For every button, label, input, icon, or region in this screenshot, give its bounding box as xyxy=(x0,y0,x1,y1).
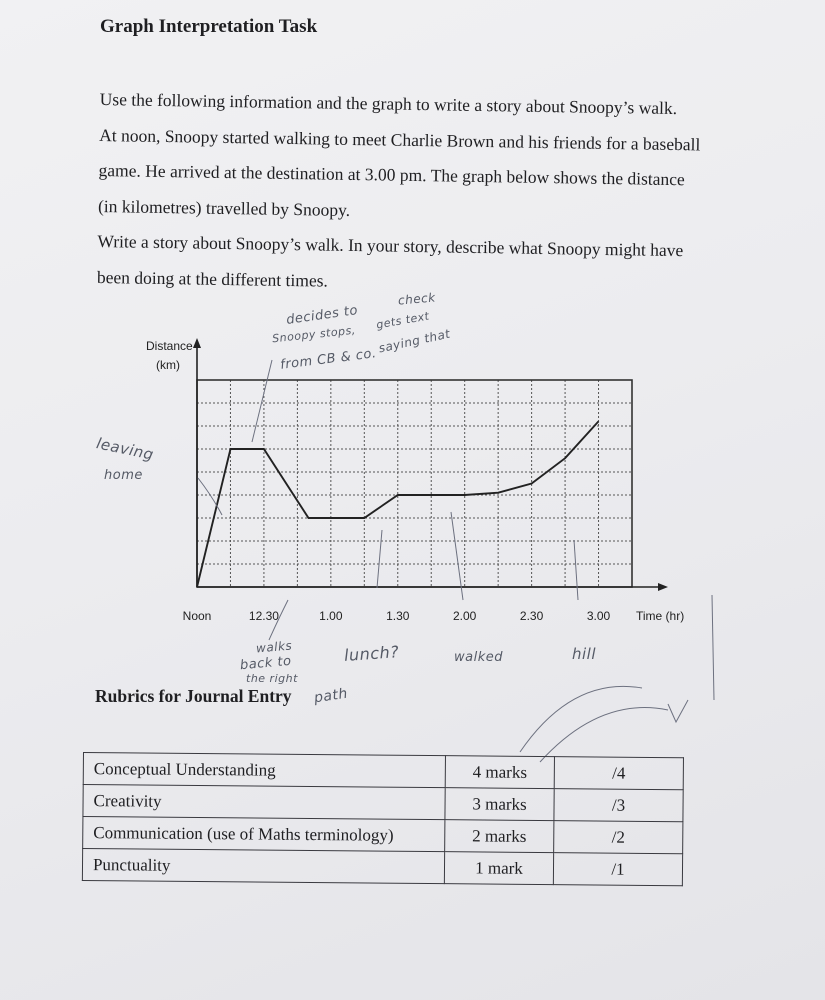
handwritten-note: check xyxy=(397,290,437,308)
marks-cell: 2 marks xyxy=(445,820,554,853)
instruction-line: game. He arrived at the destination at 3.00 pm. The graph below shows the distance xyxy=(98,159,685,190)
marks-cell: 3 marks xyxy=(445,788,554,821)
marks-cell: 4 marks xyxy=(445,756,554,789)
score-cell: /1 xyxy=(553,853,682,886)
page-title: Graph Interpretation Task xyxy=(100,16,318,37)
table-row xyxy=(83,817,683,854)
x-tick-label: 3.00 xyxy=(586,609,611,623)
score-cell: /3 xyxy=(554,789,683,822)
instruction-line: (in kilometres) travelled by Snoopy. xyxy=(97,195,351,220)
handwritten-note: saying that xyxy=(377,326,452,356)
handwritten-note: back to xyxy=(239,653,293,674)
criterion-cell: Punctuality xyxy=(82,849,444,884)
handwritten-note: path xyxy=(313,685,349,707)
x-tick-label: Noon xyxy=(182,609,212,623)
handwritten-note: walks xyxy=(255,638,293,656)
y-axis-arrow xyxy=(193,338,201,348)
handwritten-note: from CB & co. xyxy=(279,346,378,373)
handwritten-note: walked xyxy=(454,650,503,665)
instruction-line: At noon, Snoopy started walking to meet Charlie Brown and his friends for a baseball xyxy=(99,124,701,154)
instruction-line: Write a story about Snoopy’s walk. In your story, describe what Snoopy might have xyxy=(97,230,684,261)
y-axis-label-unit: (km) xyxy=(156,358,180,372)
x-tick-label: 2.00 xyxy=(453,609,477,623)
handwritten-note: lunch? xyxy=(343,642,400,665)
x-tick-label: 1.00 xyxy=(319,609,343,623)
y-axis-label: Distance xyxy=(146,339,193,353)
score-cell: /2 xyxy=(554,821,683,854)
x-axis-label: Time (hr) xyxy=(636,609,685,623)
handwritten-note: home xyxy=(104,468,143,483)
x-tick-label: 2.30 xyxy=(519,609,544,623)
handwritten-note: gets text xyxy=(375,309,431,332)
table-row xyxy=(83,785,683,822)
chart-grid xyxy=(197,380,632,587)
table-row xyxy=(83,753,683,790)
handwritten-note: leaving xyxy=(94,434,156,464)
instruction-line: been doing at the different times. xyxy=(96,266,329,291)
handwritten-note: the right xyxy=(246,672,298,685)
criterion-cell: Creativity xyxy=(83,785,445,820)
handwritten-note: Snoopy stops, xyxy=(271,323,357,346)
criterion-cell: Communication (use of Maths terminology) xyxy=(83,817,445,852)
marks-cell: 1 mark xyxy=(444,852,553,885)
handwritten-note: hill xyxy=(572,645,597,663)
x-axis-arrow xyxy=(658,583,668,591)
instruction-line: Use the following information and the graph to write a story about Snoopy’s walk. xyxy=(99,88,678,119)
x-tick-label: 12.30 xyxy=(248,609,279,623)
x-tick-labels xyxy=(183,609,611,623)
x-tick-label: 1.30 xyxy=(386,609,410,623)
handwritten-note: decides to xyxy=(285,303,359,328)
table-row xyxy=(82,849,682,886)
rubric-title: Rubrics for Journal Entry xyxy=(95,686,292,706)
score-cell: /4 xyxy=(554,757,683,790)
chart-plot-area xyxy=(197,380,632,587)
rubric-table xyxy=(82,752,684,886)
criterion-cell: Conceptual Understanding xyxy=(83,753,445,788)
